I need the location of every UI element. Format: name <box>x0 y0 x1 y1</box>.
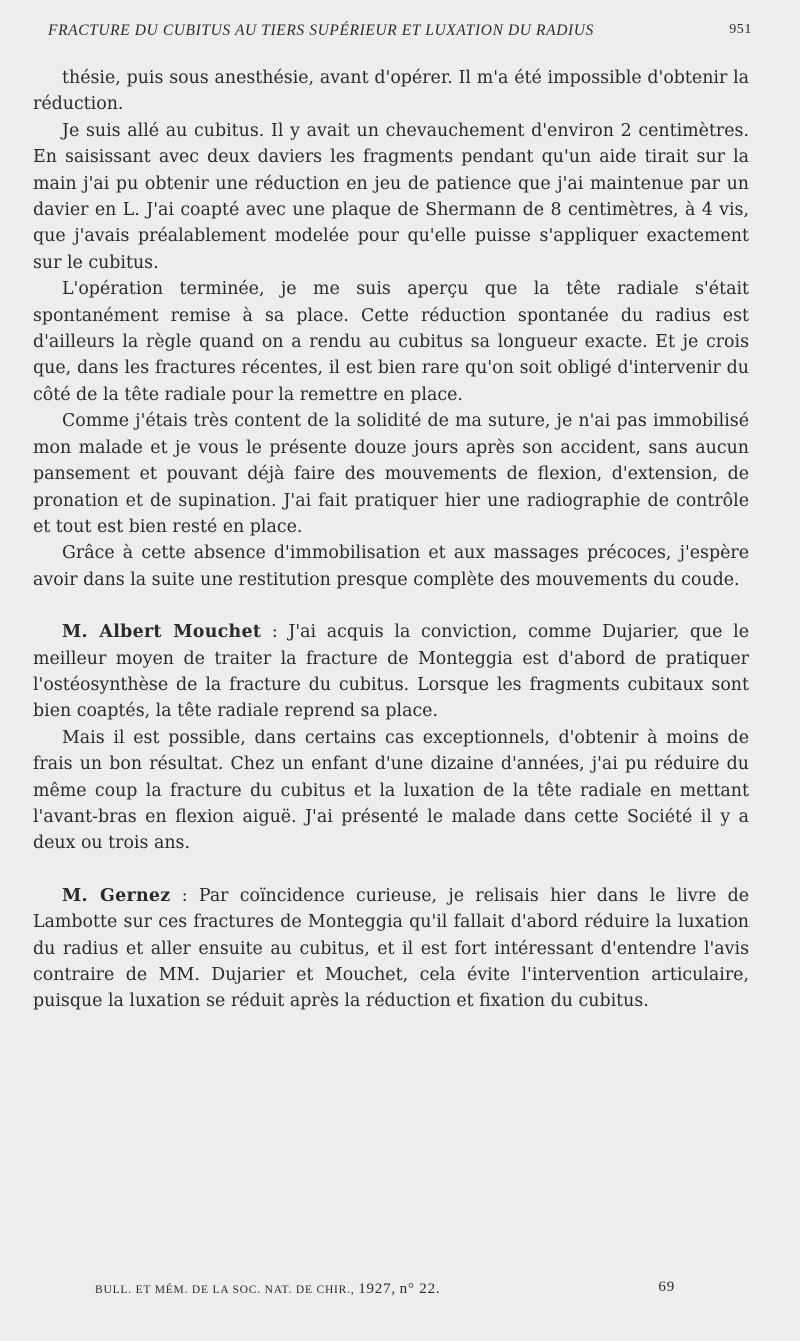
paragraph-mouchet: M. Albert Mouchet : J'ai acquis la conviction, comme Dujarier, que le meilleur moyen de traiter la fracture de Monteggia est d'abord de pratiquer l'ostéosynthèse de la fracture du cubitus. Lorsque les fragments cubitaux sont bien coaptés, la tête radiale reprend sa place. <box>33 622 749 722</box>
footer <box>95 1281 675 1298</box>
paragraph: L'opération terminée, je me suis aperçu que la tête radiale s'était spontanément remise à sa place. Cette réduction spontanée du radius est d'ailleurs la règle quand on a rendu au cubitus sa longueur exacte. Et je crois que, dans les fractures récentes, il est bien rare qu'on soit obligé d'intervenir du côté de la tête radiale pour la remettre en place. <box>33 279 749 405</box>
running-title: FRACTURE DU CUBITUS AU TIERS SUPÉRIEUR ET LUXATION DU RADIUS <box>48 22 594 39</box>
paragraph-gernez: M. Gernez : Par coïncidence curieuse, je relisais hier dans le livre de Lambotte sur ces fractures de Monteggia qu'il fallait d'abord réduire la luxation du radius et aller ensuite au cubitus, et il est fort intéressant d'entendre l'avis contraire de MM. Dujarier et Mouchet, cela évite l'intervention articulaire, puisque la luxation se réduit après la réduction et fixation du cubitus. <box>33 885 749 1012</box>
running-head <box>48 22 752 40</box>
journal-year: 1927, <box>358 1281 396 1297</box>
paragraph: Comme j'étais très content de la solidité de ma suture, je n'ai pas immobilisé mon malade et je vous le présente douze jours après son accident, sans aucun pansement et pouvant déjà faire des mouvements de flexion, d'extension, de pronation et de supination. J'ai fait pratiquer hier une radiographie de contrôle et tout est bien resté en place. <box>33 411 749 537</box>
page-number: 951 <box>729 22 752 37</box>
paragraph: Grâce à cette absence d'immobilisation et aux massages précoces, j'espère avoir dans la suite une restitution presque complète des mouvements du coude. <box>33 543 749 590</box>
paragraph: thésie, puis sous anesthésie, avant d'opérer. Il m'a été impossible d'obtenir la réduction. <box>33 68 749 115</box>
body-text <box>33 65 749 1015</box>
journal-issue: n° 22. <box>399 1281 441 1297</box>
sheet-number: 69 <box>658 1279 675 1295</box>
paragraph: Mais il est possible, dans certains cas exceptionnels, d'obtenir à moins de frais un bon résultat. Chez un enfant d'une dizaine d'années, j'ai pu réduire du même coup la fracture du cubitus et la luxation de la tête radiale en mettant l'avant-bras en flexion aiguë. J'ai présenté le malade dans cette Société il y a deux ou trois ans. <box>33 727 749 854</box>
paragraph: Je suis allé au cubitus. Il y avait un chevauchement d'environ 2 centimètres. En saisissant avec deux daviers les fragments pendant qu'un aide tirait sur la main j'ai pu obtenir une réduction en jeu de patience que j'ai maintenue par un davier en L. J'ai coapté avec une plaque de Shermann de 8 centimètres, à 4 vis, que j'avais préalablement modelée pour qu'elle puisse s'appliquer exactement sur le cubitus. <box>33 120 749 273</box>
speaker-name: M. Albert Mouchet <box>62 622 262 643</box>
speaker-name: M. Gernez <box>62 885 171 906</box>
journal-reference: BULL. ET MÉM. DE LA SOC. NAT. DE CHIR., <box>95 1284 355 1296</box>
